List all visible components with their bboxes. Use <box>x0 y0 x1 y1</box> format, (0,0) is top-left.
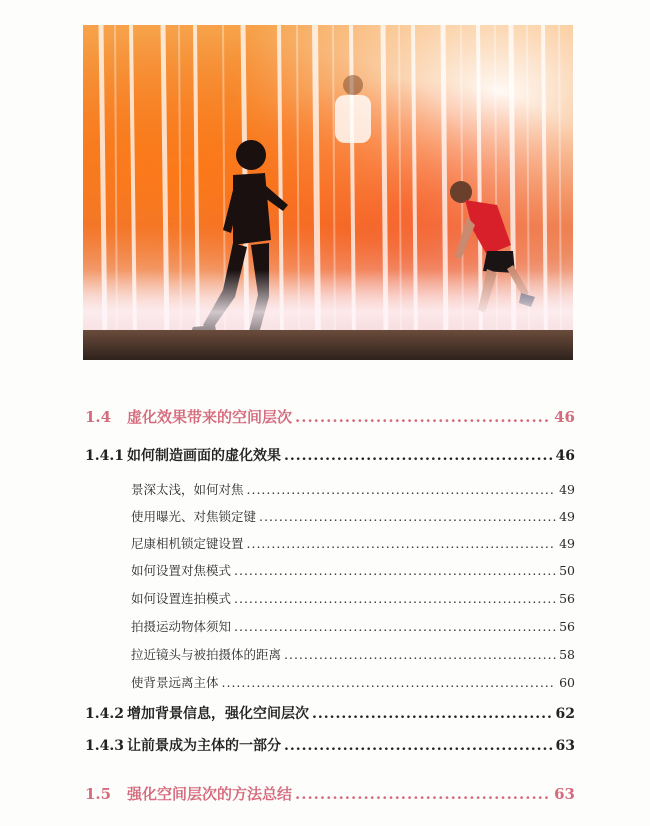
dot-leader <box>234 563 556 578</box>
dot-leader <box>234 619 556 634</box>
dot-leader <box>247 536 557 551</box>
toc-item[interactable] <box>131 534 575 552</box>
dot-leader <box>284 448 553 464</box>
section-number: 1.4.2 <box>85 706 124 722</box>
item-title: 使用曝光、对焦锁定键 <box>131 509 257 524</box>
item-title: 拉近镜头与被拍摄体的距离 <box>131 647 282 662</box>
item-title: 如何设置对焦模式 <box>131 563 232 578</box>
item-title: 尼康相机锁定键设置 <box>131 536 244 551</box>
section-number: 1.4.1 <box>85 448 124 464</box>
page-number: 46 <box>554 408 575 426</box>
toc-section-1-5[interactable] <box>85 783 575 804</box>
dot-leader <box>284 647 556 662</box>
page-number: 56 <box>559 619 575 634</box>
section-title: 如何制造画面的虚化效果 <box>127 448 281 464</box>
page-number: 49 <box>559 536 575 551</box>
page-number: 56 <box>559 591 575 606</box>
section-number: 1.4 <box>85 408 112 426</box>
toc-section-1-4-1[interactable] <box>85 445 575 465</box>
page-number: 60 <box>559 675 575 690</box>
page-number: 50 <box>559 563 575 578</box>
page-number: 49 <box>559 509 575 524</box>
page-number: 62 <box>555 706 575 722</box>
toc-section-1-4[interactable] <box>85 406 575 427</box>
toc-item[interactable] <box>131 673 575 691</box>
dot-leader <box>222 675 557 690</box>
dot-leader <box>295 785 551 803</box>
toc-item[interactable] <box>131 507 575 525</box>
item-title: 使背景远离主体 <box>131 675 219 690</box>
item-title: 拍摄运动物体须知 <box>131 619 232 634</box>
item-title: 景深太浅，如何对焦 <box>131 482 244 497</box>
dot-leader <box>284 738 553 754</box>
section-number: 1.4.3 <box>85 738 124 754</box>
toc-section-1-4-3[interactable] <box>85 735 575 755</box>
page-number: 46 <box>555 448 575 464</box>
page-number: 58 <box>559 647 575 662</box>
toc-item[interactable] <box>131 617 575 635</box>
page-number: 63 <box>554 785 575 803</box>
toc-item[interactable] <box>131 645 575 663</box>
section-number: 1.5 <box>85 785 112 803</box>
section-title: 让前景成为主体的一部分 <box>127 738 281 754</box>
toc-item[interactable] <box>131 561 575 579</box>
section-title: 强化空间层次的方法总结 <box>127 785 293 803</box>
section-title: 增加背景信息，强化空间层次 <box>127 706 309 722</box>
page-number: 63 <box>555 738 575 754</box>
dot-leader <box>295 408 551 426</box>
item-title: 如何设置连拍模式 <box>131 591 232 606</box>
dot-leader <box>247 482 557 497</box>
section-title: 虚化效果带来的空间层次 <box>127 408 293 426</box>
page-number: 49 <box>559 482 575 497</box>
dot-leader <box>234 591 556 606</box>
toc-item[interactable] <box>131 480 575 498</box>
toc-section-1-4-2[interactable] <box>85 703 575 723</box>
dot-leader <box>259 509 556 524</box>
toc-item[interactable] <box>131 589 575 607</box>
dot-leader <box>312 706 553 722</box>
